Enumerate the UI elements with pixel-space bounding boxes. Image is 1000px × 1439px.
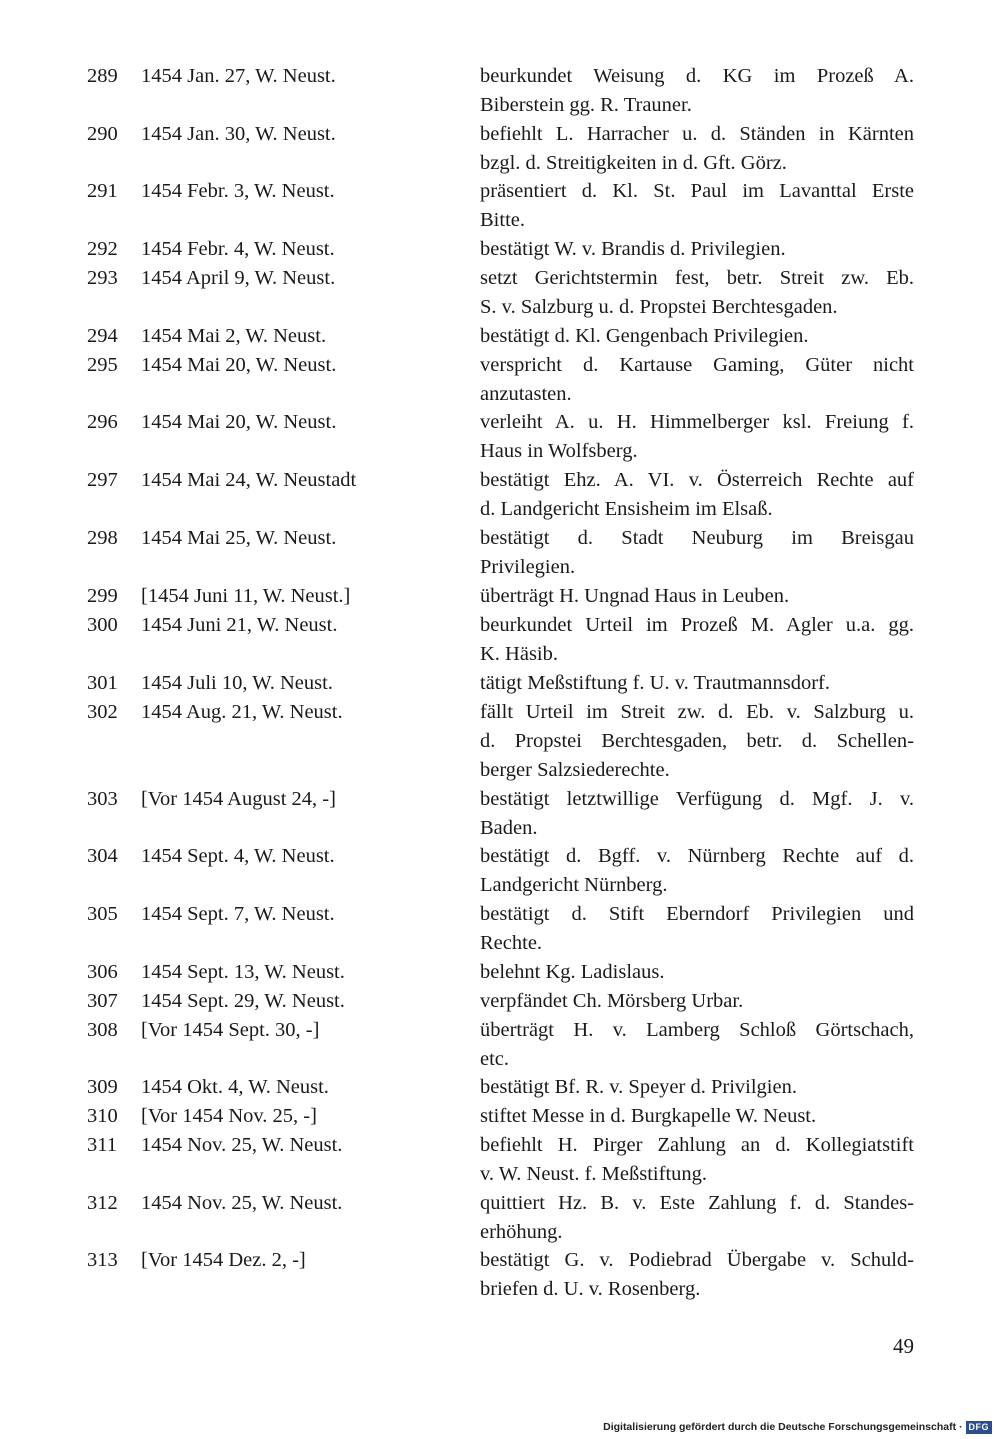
- description-line: bzgl. d. Streitigkeiten in d. Gft. Görz.: [480, 152, 787, 174]
- description-line: verleiht A. u. H. Himmelberger ksl. Freiung f.: [480, 411, 914, 433]
- entry-description: [480, 1131, 914, 1189]
- entry-date-place: 1454 Juli 10, W. Neust.: [141, 672, 333, 694]
- entry-date-place: 1454 Mai 2, W. Neust.: [141, 325, 327, 347]
- entry-description: [480, 611, 914, 669]
- description-line: quittiert Hz. B. v. Este Zahlung f. d. Standes-: [480, 1192, 914, 1214]
- entry-date-place: 1454 Sept. 29, W. Neust.: [141, 990, 345, 1012]
- description-line: verspricht d. Kartause Gaming, Güter nicht: [480, 354, 914, 376]
- entry-date-place: 1454 Sept. 13, W. Neust.: [141, 961, 345, 983]
- entry-description: [480, 900, 914, 958]
- entry-description: [480, 1016, 914, 1074]
- entry-date-place: [1454 Juni 11, W. Neust.]: [141, 585, 351, 607]
- entry-date-place: [Vor 1454 Sept. 30, -]: [141, 1019, 320, 1041]
- footer-text: Digitalisierung gefördert durch die Deutsche Forschungsgemeinschaft ·: [603, 1421, 963, 1433]
- entry-description: [480, 62, 914, 120]
- entry-description: [480, 1246, 914, 1304]
- entry-description: [480, 466, 914, 524]
- description-line: präsentiert d. Kl. St. Paul im Lavanttal Erste: [480, 180, 914, 202]
- description-line: Baden.: [480, 817, 538, 839]
- entry-description: [480, 408, 914, 466]
- entry-date-place: 1454 Mai 20, W. Neust.: [141, 411, 337, 433]
- entry-description: [480, 235, 914, 264]
- entry-date-place: 1454 Mai 25, W. Neust.: [141, 527, 337, 549]
- entry-date-place: 1454 Jan. 27, W. Neust.: [141, 65, 336, 87]
- description-line: K. Häsib.: [480, 643, 559, 665]
- description-line: bestätigt letztwillige Verfügung d. Mgf. J. v.: [480, 788, 914, 810]
- entry-number: 297: [87, 469, 118, 491]
- description-line: bestätigt d. Stadt Neuburg im Breisgau: [480, 527, 914, 549]
- description-line: bestätigt Bf. R. v. Speyer d. Privilgien.: [480, 1076, 797, 1098]
- entry-date-place: 1454 Okt. 4, W. Neust.: [141, 1076, 329, 1098]
- entry-number: 304: [87, 845, 118, 867]
- entry-date-place: [Vor 1454 Nov. 25, -]: [141, 1105, 317, 1127]
- entry-number: 290: [87, 123, 118, 145]
- entry-number: 310: [87, 1105, 118, 1127]
- entry-number: 311: [87, 1134, 117, 1156]
- entry-date-place: 1454 Juni 21, W. Neust.: [141, 614, 338, 636]
- entry-description: [480, 842, 914, 900]
- entry-date-place: 1454 Jan. 30, W. Neust.: [141, 123, 336, 145]
- funding-footer: [603, 1419, 992, 1435]
- description-line: befiehlt L. Harracher u. d. Ständen in Kärnten: [480, 123, 914, 145]
- description-line: verpfändet Ch. Mörsberg Urbar.: [480, 990, 744, 1012]
- entry-description: [480, 958, 914, 987]
- entry-number: 299: [87, 585, 118, 607]
- entry-date-place: [Vor 1454 Dez. 2, -]: [141, 1249, 306, 1271]
- description-line: anzutasten.: [480, 383, 572, 405]
- entry-date-place: 1454 Febr. 4, W. Neust.: [141, 238, 335, 260]
- description-line: Rechte.: [480, 932, 543, 954]
- entry-number: 291: [87, 180, 118, 202]
- description-line: bestätigt W. v. Brandis d. Privilegien.: [480, 238, 786, 260]
- entry-number: 309: [87, 1076, 118, 1098]
- description-line: fällt Urteil im Streit zw. d. Eb. v. Salzburg u.: [480, 701, 914, 723]
- description-line: erhöhung.: [480, 1221, 563, 1243]
- entry-description: [480, 351, 914, 409]
- description-line: befiehlt H. Pirger Zahlung an d. Kollegiatstift: [480, 1134, 914, 1156]
- description-line: stiftet Messe in d. Burgkapelle W. Neust.: [480, 1105, 817, 1127]
- description-line: belehnt Kg. Ladislaus.: [480, 961, 665, 983]
- entry-number: 292: [87, 238, 118, 260]
- entry-number: 296: [87, 411, 118, 433]
- entry-number: 295: [87, 354, 118, 376]
- entry-date-place: 1454 Febr. 3, W. Neust.: [141, 180, 335, 202]
- description-line: briefen d. U. v. Rosenberg.: [480, 1278, 701, 1300]
- entry-number: 313: [87, 1249, 118, 1271]
- description-line: setzt Gerichtstermin fest, betr. Streit zw. Eb.: [480, 267, 914, 289]
- entry-description: [480, 177, 914, 235]
- entry-date-place: 1454 Sept. 4, W. Neust.: [141, 845, 335, 867]
- entry-number: 301: [87, 672, 118, 694]
- description-line: etc.: [480, 1048, 510, 1070]
- description-line: bestätigt Ehz. A. VI. v. Österreich Rechte auf: [480, 469, 914, 491]
- description-line: tätigt Meßstiftung f. U. v. Trautmannsdorf.: [480, 672, 831, 694]
- description-line: beurkundet Weisung d. KG im Prozeß A.: [480, 65, 914, 87]
- description-line: d. Propstei Berchtesgaden, betr. d. Schellen-: [480, 730, 914, 752]
- description-line: bestätigt G. v. Podiebrad Übergabe v. Schuld-: [480, 1249, 914, 1271]
- description-line: beurkundet Urteil im Prozeß M. Agler u.a. gg.: [480, 614, 914, 636]
- entry-number: 312: [87, 1192, 118, 1214]
- description-line: Privilegien.: [480, 556, 576, 578]
- description-line: Haus in Wolfsberg.: [480, 440, 638, 462]
- description-line: Landgericht Nürnberg.: [480, 874, 668, 896]
- entry-date-place: 1454 Nov. 25, W. Neust.: [141, 1134, 343, 1156]
- entry-date-place: [Vor 1454 August 24, -]: [141, 788, 336, 810]
- description-line: bestätigt d. Bgff. v. Nürnberg Rechte auf d.: [480, 845, 914, 867]
- entry-description: [480, 698, 914, 785]
- entry-description: [480, 1073, 914, 1102]
- description-line: Bitte.: [480, 209, 525, 231]
- entry-number: 303: [87, 788, 118, 810]
- entry-description: [480, 1102, 914, 1131]
- entry-number: 293: [87, 267, 118, 289]
- entry-number: 289: [87, 65, 118, 87]
- entry-date-place: 1454 Mai 20, W. Neust.: [141, 354, 337, 376]
- entry-description: [480, 669, 914, 698]
- entry-number: 298: [87, 527, 118, 549]
- entry-number: 294: [87, 325, 118, 347]
- entry-description: [480, 1189, 914, 1247]
- entry-date-place: 1454 Mai 24, W. Neustadt: [141, 469, 357, 491]
- entry-number: 305: [87, 903, 118, 925]
- entry-number: 306: [87, 961, 118, 983]
- entry-date-place: 1454 April 9, W. Neust.: [141, 267, 336, 289]
- description-line: bestätigt d. Kl. Gengenbach Privilegien.: [480, 325, 809, 347]
- entry-number: 300: [87, 614, 118, 636]
- entry-date-place: 1454 Sept. 7, W. Neust.: [141, 903, 335, 925]
- entry-number: 307: [87, 990, 118, 1012]
- entry-description: [480, 785, 914, 843]
- entry-description: [480, 264, 914, 322]
- description-line: bestätigt d. Stift Eberndorf Privilegien und: [480, 903, 914, 925]
- dfg-logo: DFG: [966, 1421, 993, 1434]
- description-line: berger Salzsiederechte.: [480, 759, 670, 781]
- page-number: 49: [893, 1334, 914, 1358]
- entry-number: 302: [87, 701, 118, 723]
- entry-description: [480, 582, 914, 611]
- entry-number: 308: [87, 1019, 118, 1041]
- description-line: Biberstein gg. R. Trauner.: [480, 94, 692, 116]
- entry-date-place: 1454 Nov. 25, W. Neust.: [141, 1192, 343, 1214]
- description-line: überträgt H. Ungnad Haus in Leuben.: [480, 585, 790, 607]
- description-line: d. Landgericht Ensisheim im Elsaß.: [480, 498, 773, 520]
- entry-description: [480, 120, 914, 178]
- entry-description: [480, 524, 914, 582]
- description-line: S. v. Salzburg u. d. Propstei Berchtesgaden.: [480, 296, 838, 318]
- description-line: v. W. Neust. f. Meßstiftung.: [480, 1163, 708, 1185]
- entry-description: [480, 322, 914, 351]
- entry-date-place: 1454 Aug. 21, W. Neust.: [141, 701, 343, 723]
- entry-description: [480, 987, 914, 1016]
- description-line: überträgt H. v. Lamberg Schloß Görtschach,: [480, 1019, 914, 1041]
